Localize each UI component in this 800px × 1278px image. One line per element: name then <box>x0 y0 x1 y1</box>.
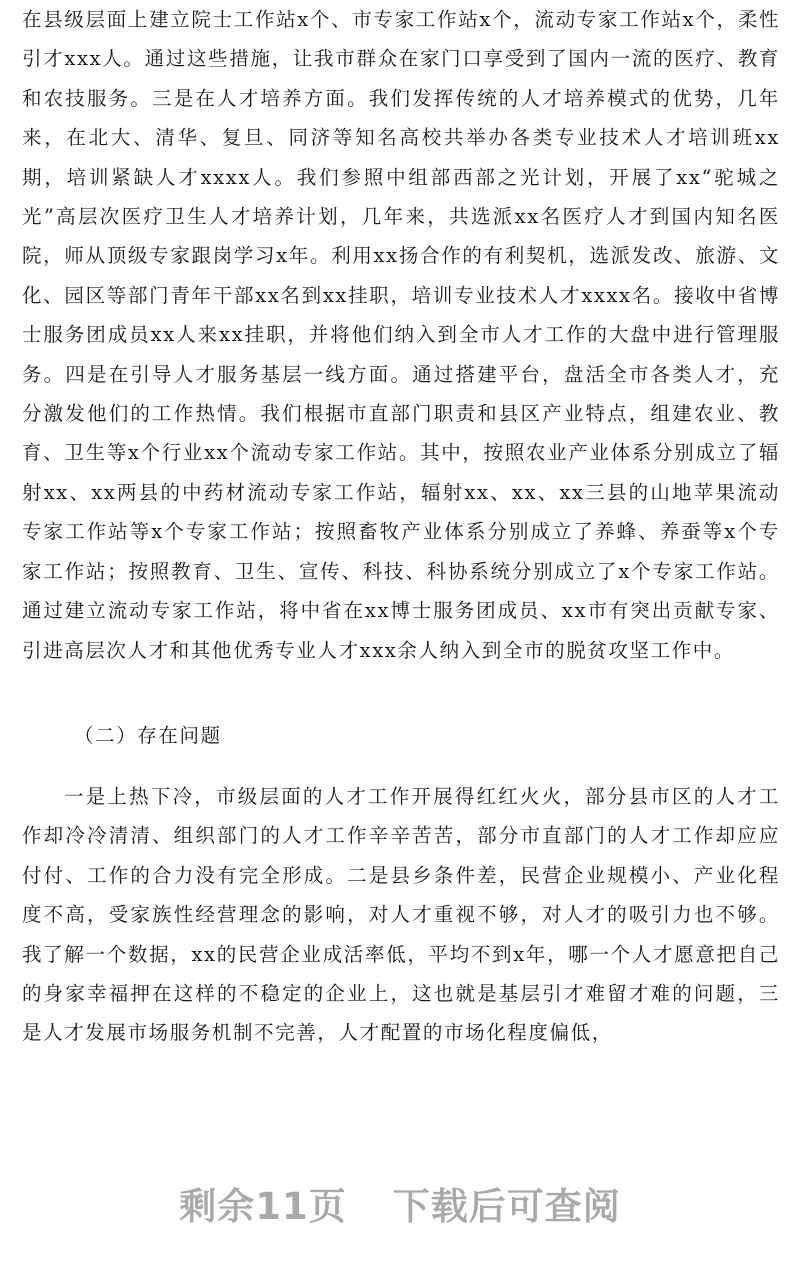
remaining-pages-label: 剩余11页 <box>179 1185 347 1228</box>
download-hint-label: 下载后可查阅 <box>392 1185 621 1228</box>
body-paragraph-2: 一是上热下冷，市级层面的人才工作开展得红红火火，部分县市区的人才工作却冷冷清清、组织部门的人才工作辛辛苦苦，部分市直部门的人才工作却应应付付、工作的合力没有完全形成。二是县乡条件差，民营企业规模小、产业化程度不高，受家族性经营理念的影响，对人才重视不够，对人才的吸引力也不够。我了解一个数据，xx的民营企业成活率低，平均不到x年，哪一个人才愿意把自己的身家幸福押在这样的不稳定的企业上，这也就是基层引才难留才难的问题，三是人才发展市场服务机制不完善，人才配置的市场化程度偏低， <box>22 785 780 1045</box>
section-heading: （二）存在问题 <box>74 724 222 747</box>
remaining-pages-banner[interactable] <box>0 1176 800 1230</box>
body-paragraph-1: 在县级层面上建立院士工作站x个、市专家工作站x个，流动专家工作站x个，柔性引才xxx人。通过这些措施，让我市群众在家门口享受到了国内一流的医疗、教育和农技服务。三是在人才培养方面。我们发挥传统的人才培养模式的优势，几年来，在北大、清华、复旦、同济等知名高校共举办各类专业技术人才培训班xx期，培训紧缺人才xxxx人。我们参照中组部西部之光计划，开展了xx“驼城之光”高层次医疗卫生人才培养计划，几年来，共选派xx名医疗人才到国内知名医院，师从顶级专家跟岗学习x年。利用xx扬合作的有利契机，选派发改、旅游、文化、园区等部门青年干部xx名到xx挂职，培训专业技术人才xxxx名。接收中省博士服务团成员xx人来xx挂职，并将他们纳入到全市人才工作的大盘中进行管理服务。四是在引导人才服务基层一线方面。通过搭建平台，盘活全市各类人才，充分激发他们的工作热情。我们根据市直部门职责和县区产业特点，组建农业、教育、卫生等x个行业xx个流动专家工作站。其中，按照农业产业体系分别成立了辐射xx、xx两县的中药材流动专家工作站，辐射xx、xx、xx三县的山地苹果流动专家工作站等x个专家工作站；按照畜牧产业体系分别成立了养蜂、养蚕等x个专家工作站；按照教育、卫生、宣传、科技、科协系统分别成立了x个专家工作站。通过建立流动专家工作站，将中省在xx博士服务团成员、xx市有突出贡献专家、引进高层次人才和其他优秀专业人才xxx余人纳入到全市的脱贫攻坚工作中。 <box>22 8 780 662</box>
